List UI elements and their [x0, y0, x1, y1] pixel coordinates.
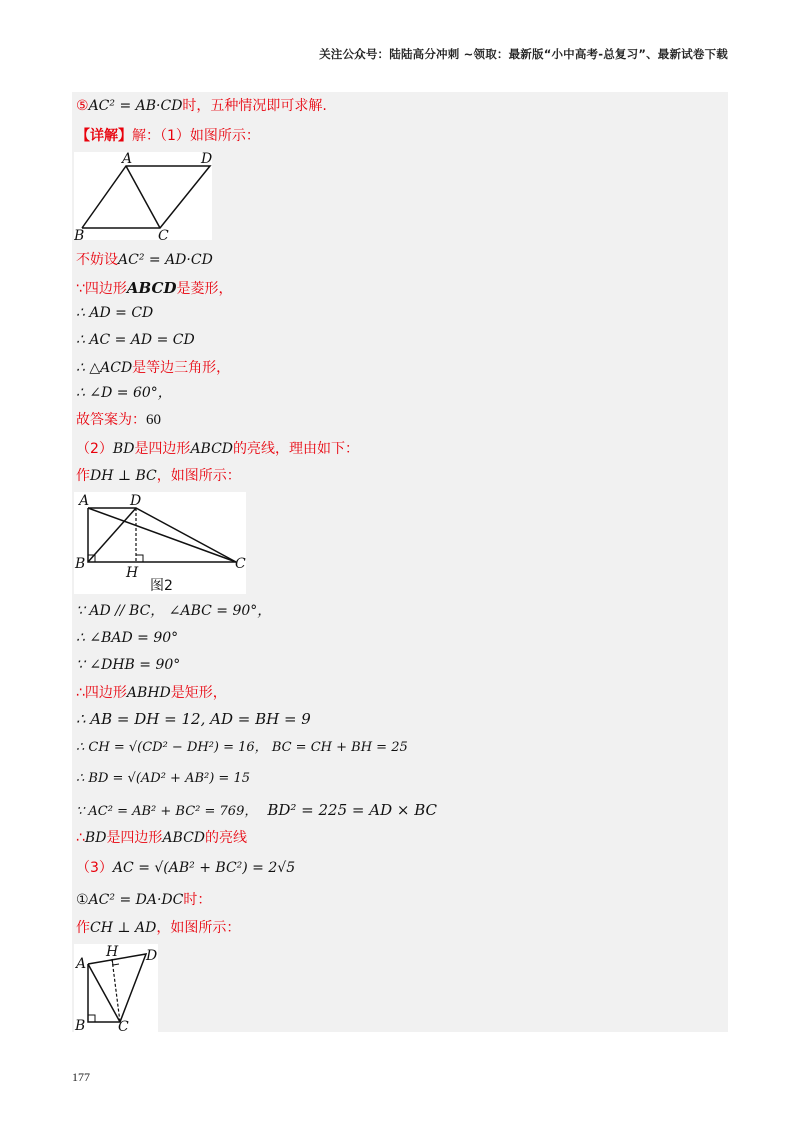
text: 是等边三角形，: [132, 360, 231, 376]
circled-number: ①: [76, 892, 89, 908]
equation-line: [76, 656, 180, 674]
math-expr: ∴ △ACD: [76, 360, 133, 376]
equation-line: [76, 801, 437, 821]
math-expr: ∵ AD // BC， ∠ABC = 90°，: [76, 603, 272, 619]
label-c: C: [235, 556, 246, 572]
figure-trapezoid: [74, 492, 246, 594]
label-d: D: [201, 152, 212, 167]
text: 是四边形: [106, 830, 163, 846]
math-expr: ∴ AC = AD = CD: [76, 332, 195, 348]
equilateral-line: [76, 359, 230, 377]
math-expr: CH ⊥ AD: [90, 920, 157, 936]
text: 作: [76, 468, 90, 484]
label-a: A: [122, 152, 133, 167]
math-expr: ABHD: [126, 685, 171, 701]
label-h: H: [106, 944, 119, 960]
math-expr: ∴ CH = √(CD² − DH²) = 16， BC = CH + BH = 25: [76, 740, 408, 755]
equation-line: [76, 629, 178, 647]
label-d: D: [130, 493, 142, 509]
page-number: 177: [72, 1070, 90, 1084]
figure-caption: 图2: [150, 578, 173, 594]
conclusion-line: [76, 829, 247, 847]
text: 故答案为：: [76, 412, 146, 428]
math-expr: ∴ ∠BAD = 90°: [76, 630, 179, 646]
math-expr: BD: [112, 441, 135, 457]
text: ，如图所示：: [156, 468, 241, 484]
math-expr: DH ⊥ BC: [90, 468, 157, 484]
text: 不妨设: [76, 252, 118, 268]
part-2-line: [76, 440, 359, 458]
math-expr: AC = √(AB² + BC²) = 2√5: [112, 860, 296, 876]
equation-line: [76, 739, 408, 757]
circled-number: ⑤: [76, 98, 89, 114]
math-expr: ABCD: [126, 279, 177, 297]
equation-line: [76, 384, 172, 402]
math-expr: ∴ AB = DH = 12, AD = BH = 9: [76, 710, 311, 728]
diagonal-ac: [126, 166, 160, 228]
right-angle-b: [88, 1015, 95, 1022]
construct-line: [76, 467, 241, 485]
text: ，如图所示：: [156, 920, 241, 936]
height-ch: [112, 959, 120, 1022]
text: 是菱形，: [176, 281, 233, 297]
math-expr: ∵ ∠DHB = 90°: [76, 657, 181, 673]
rhombus-line: [76, 279, 232, 298]
math-expr: BD² = 225 = AD × BC: [267, 801, 437, 819]
text: （2）: [76, 441, 113, 457]
math-expr: AC² = DA·DC: [88, 892, 184, 908]
label-h: H: [126, 565, 139, 581]
page-header: 关注公众号：陆陆高分冲刺 ~领取：最新版“小中高考-总复习”、最新试卷下载: [319, 47, 728, 61]
construct-line: [76, 919, 240, 937]
math-expr: AC² = AD·CD: [118, 252, 213, 268]
figure-quadrilateral: [74, 944, 158, 1032]
text: 是矩形，: [170, 685, 227, 701]
equation-line: [76, 770, 250, 788]
text: 时：: [183, 892, 212, 908]
label-c: C: [158, 228, 169, 240]
text: 作: [76, 920, 90, 936]
case-5-line: [76, 97, 327, 115]
figure-rhombus: [74, 152, 212, 240]
answer-value: 60: [146, 412, 161, 428]
label-c: C: [118, 1019, 129, 1032]
math-expr: ∴ AD = CD: [76, 305, 154, 321]
math-expr: ABCD: [162, 830, 206, 846]
right-angle-h: [136, 555, 143, 562]
detail-line: [76, 127, 260, 145]
text: （3）: [76, 860, 113, 876]
label-a: A: [79, 493, 90, 509]
math-expr: BD: [84, 830, 107, 846]
text: 的亮线: [205, 830, 248, 846]
label-b: B: [75, 556, 86, 572]
math-expr: ∴ ∠D = 60°，: [76, 385, 172, 401]
case-1-line: [76, 891, 211, 909]
detail-tag: 【详解】: [76, 128, 132, 144]
assume-line: [76, 251, 213, 269]
equation-line: [76, 331, 195, 349]
label-d: D: [146, 948, 158, 964]
text: ∴四边形: [76, 685, 127, 701]
diagonal-ac: [88, 508, 236, 562]
math-expr: ABCD: [190, 441, 234, 457]
text: ∴: [76, 830, 85, 846]
text: 时，五种情况即可求解.: [182, 98, 327, 114]
text: 的亮线，理由如下：: [233, 441, 360, 457]
part-3-line: [76, 859, 295, 877]
equation-line: [76, 710, 311, 728]
math-expr: ∵ AC² = AB² + BC² = 769，: [76, 804, 258, 819]
text: 是四边形: [134, 441, 191, 457]
math-expr: AC² = AB·CD: [88, 98, 183, 114]
equation-line: [76, 304, 153, 322]
rhombus-outline: [82, 166, 210, 228]
equation-line: [76, 602, 271, 620]
label-a: A: [76, 956, 87, 972]
label-b: B: [75, 1018, 86, 1032]
label-b: B: [74, 228, 85, 240]
rectangle-line: [76, 684, 227, 702]
answer-line: [76, 411, 161, 429]
math-expr: ∴ BD = √(AD² + AB²) = 15: [76, 771, 250, 786]
text: 解：（1）如图所示：: [132, 128, 260, 144]
diagonal-ac: [88, 964, 120, 1022]
text: ∵四边形: [76, 281, 127, 297]
